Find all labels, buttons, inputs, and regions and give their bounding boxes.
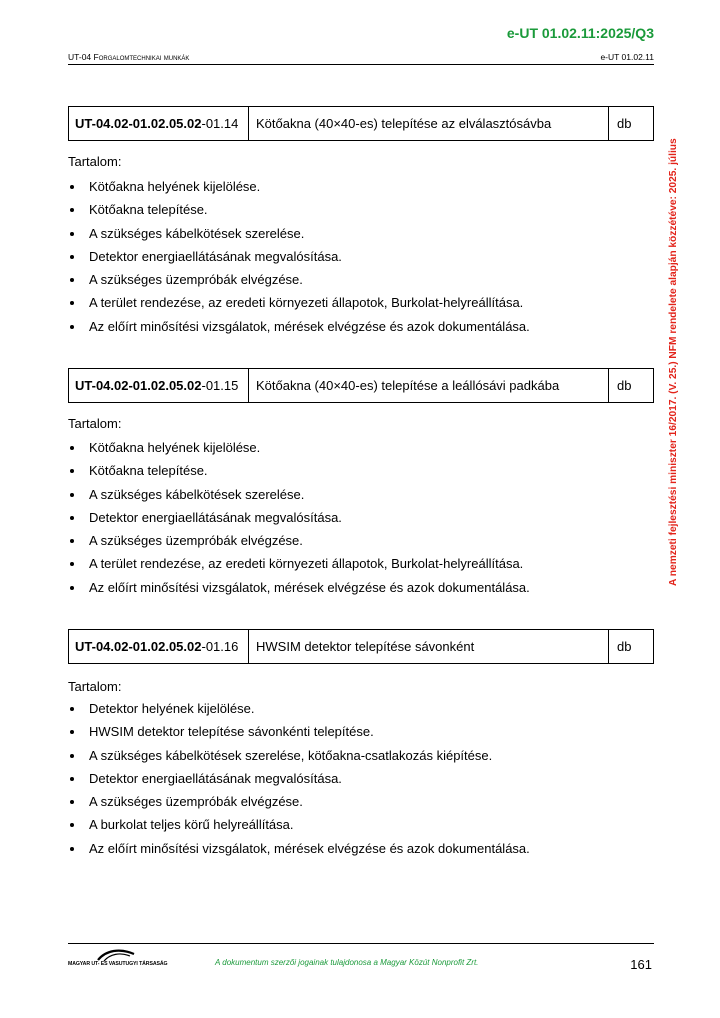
item-code-suffix: -01.15 — [201, 378, 239, 393]
list-item: Az előírt minősítési vizsgálatok, mérések elvégzése és azok dokumentálása. — [68, 318, 530, 341]
item-title-cell: Kötőakna (40×40-es) telepítése az elválasztósávba — [249, 107, 609, 140]
header-rule — [68, 64, 654, 65]
list-item: A szükséges kábelkötések szerelése. — [68, 486, 530, 509]
item-title-cell: HWSIM detektor telepítése sávonként — [249, 630, 609, 663]
list-item: Kötőakna telepítése. — [68, 462, 530, 485]
item-unit-cell: db — [617, 116, 632, 131]
list-item: A szükséges kábelkötések szerelése, kötőakna-csatlakozás kiépítése. — [68, 747, 530, 770]
list-item: Detektor energiaellátásának megvalósítása. — [68, 248, 530, 271]
list-item: Detektor helyének kijelölése. — [68, 700, 530, 723]
contents-list — [68, 439, 530, 602]
society-logo — [68, 948, 168, 970]
item-code-bold: UT-04.02-01.02.05.02 — [75, 378, 202, 393]
list-item: Detektor energiaellátásának megvalósítása. — [68, 770, 530, 793]
list-item: A szükséges üzempróbák elvégzése. — [68, 271, 530, 294]
item-table — [68, 629, 654, 664]
item-code-cell — [69, 107, 249, 140]
header-doc-ref: e-UT 01.02.11 — [600, 52, 654, 62]
page-number: 161 — [630, 957, 652, 972]
footer-rule — [68, 943, 654, 944]
road-swoosh-icon — [96, 948, 136, 962]
list-item: Kötőakna helyének kijelölése. — [68, 439, 530, 462]
header-section-title-text: UT-04 Forgalomtechnikai munkák — [68, 52, 190, 62]
list-item: Kötőakna helyének kijelölése. — [68, 178, 530, 201]
item-table — [68, 106, 654, 141]
item-code-cell — [69, 369, 249, 402]
contents-label: Tartalom: — [68, 416, 122, 431]
list-item: A szükséges üzempróbák elvégzése. — [68, 793, 530, 816]
list-item: A burkolat teljes körű helyreállítása. — [68, 816, 530, 839]
logo-text: MAGYAR UT- ES VASUTUGYI TÁRSASÁG — [68, 961, 168, 967]
list-item: A terület rendezése, az eredeti környezeti állapotok, Burkolat-helyreállítása. — [68, 294, 530, 317]
list-item: A terület rendezése, az eredeti környezeti állapotok, Burkolat-helyreállítása. — [68, 555, 530, 578]
item-code-suffix: -01.16 — [201, 639, 239, 654]
item-unit-cell: db — [617, 378, 632, 393]
list-item: Kötőakna telepítése. — [68, 201, 530, 224]
copyright-note: A dokumentum szerzői jogainak tulajdonosa a Magyar Közút Nonprofit Zrt. — [215, 958, 479, 967]
document-code: e-UT 01.02.11:2025/Q3 — [506, 25, 654, 41]
contents-list — [68, 700, 530, 863]
list-item: A szükséges kábelkötések szerelése. — [68, 225, 530, 248]
item-code-cell — [69, 630, 249, 663]
item-code-bold: UT-04.02-01.02.05.02 — [75, 639, 202, 654]
item-title-cell: Kötőakna (40×40-es) telepítése a leállósávi padkába — [249, 369, 609, 402]
list-item: HWSIM detektor telepítése sávonkénti telepítése. — [68, 723, 530, 746]
header-section-title — [68, 52, 189, 62]
contents-label: Tartalom: — [68, 679, 122, 694]
item-code-suffix: -01.14 — [201, 116, 239, 131]
list-item: Az előírt minősítési vizsgálatok, mérések elvégzése és azok dokumentálása. — [68, 579, 530, 602]
list-item: Az előírt minősítési vizsgálatok, mérések elvégzése és azok dokumentálása. — [68, 840, 530, 863]
contents-list — [68, 178, 530, 341]
item-unit-cell: db — [617, 639, 632, 654]
list-item: A szükséges üzempróbák elvégzése. — [68, 532, 530, 555]
list-item: Detektor energiaellátásának megvalósítása. — [68, 509, 530, 532]
publication-side-note: A nemzeti fejlesztési miniszter 16/2017. (V. 25.) NFM rendelete alapján közzétéve: 2025. július — [668, 138, 679, 586]
item-table — [68, 368, 654, 403]
item-code-bold: UT-04.02-01.02.05.02 — [75, 116, 202, 131]
contents-label: Tartalom: — [68, 154, 122, 169]
